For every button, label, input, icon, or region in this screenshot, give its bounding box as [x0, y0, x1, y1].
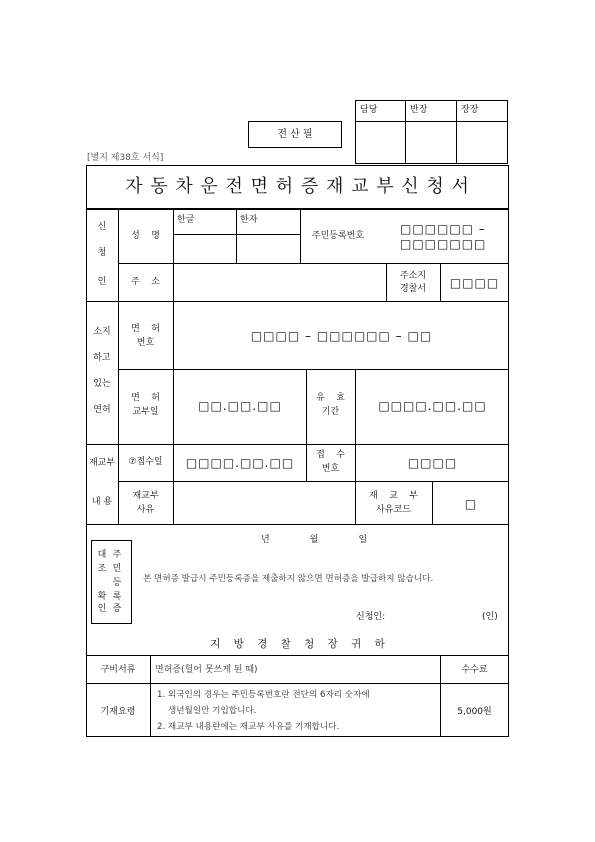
id-submission-notice: 본 면허증 발급시 주민등록증을 제출하지 않으면 면허증을 발급하지 않습니다.: [143, 574, 434, 584]
instruction-line-1: 1. 외국인의 경우는 주민등록번호란 전단의 6자리 숫자에: [157, 690, 370, 700]
rrn-label: 주민등록번호: [311, 231, 365, 241]
license-section-label-4: 면허: [93, 405, 111, 415]
hanja-label: 한자: [240, 215, 258, 225]
fee-label: 수수료: [461, 665, 488, 675]
form-title: 자 동 차 운 전 면 허 증 재 교 부 신 청 서: [125, 176, 470, 197]
reason-code-label-1: 재 교 부: [369, 491, 418, 501]
reissue-reason-label-1: 재교부: [132, 491, 159, 501]
applicant-section-label-2: 청: [97, 248, 107, 258]
id-check-col2-4: 록: [112, 592, 122, 602]
id-check-col2-5: 증: [112, 604, 122, 614]
instruction-line-3: 2. 재교부 내용란에는 재교부 사유를 기재합니다.: [157, 722, 340, 732]
form-number: [별지 제38호 서식]: [87, 153, 164, 163]
approval-sign-2[interactable]: [406, 122, 456, 163]
fee-value: 5,000원: [457, 707, 492, 717]
instruction-line-2: 생년월일만 기입합니다.: [157, 706, 257, 716]
license-section-label-3: 있는: [93, 379, 111, 389]
receipt-number-label-1: 접 수: [316, 450, 345, 460]
rrn-boxes-line2[interactable]: □□□□□□□: [400, 237, 487, 251]
applicant-seal[interactable]: (인): [482, 612, 498, 622]
id-check-col2-1: 주: [112, 550, 122, 560]
reissue-section-label-1: 재교부: [88, 458, 116, 468]
id-check-col1-5: 인: [97, 604, 107, 614]
reason-code-label-2: 사유코드: [376, 505, 411, 515]
receipt-number-boxes[interactable]: □□□□: [407, 456, 458, 470]
id-check-col1-1: 대: [97, 550, 107, 560]
approval-header-3: 장장: [461, 105, 479, 115]
reissue-section-label-2: 내 용: [91, 497, 113, 507]
reissue-reason-field[interactable]: [174, 482, 355, 524]
required-docs-value: 면허증(헐어 못쓰게 된 때): [155, 665, 258, 675]
license-issue-label-2: 교부일: [132, 407, 159, 417]
reissue-reason-label-2: 사유: [136, 505, 155, 515]
license-number-boxes[interactable]: □□□□ – □□□□□□ – □□: [250, 329, 433, 343]
name-label: 성 명: [131, 231, 160, 241]
required-docs-label: 구비서류: [100, 665, 136, 675]
hangul-label: 한글: [177, 215, 195, 225]
receipt-number-label-2: 번호: [321, 464, 340, 474]
application-date-line[interactable]: 년 월 일: [261, 535, 368, 545]
id-check-col1-2: 조: [97, 564, 107, 574]
license-number-label-2: 번호: [136, 338, 155, 348]
hangul-name-field[interactable]: [174, 235, 236, 263]
id-check-col1-4: 확: [97, 592, 107, 602]
applicant-signature-label: 신청인:: [356, 612, 386, 622]
receipt-date-label: ⑦접수일: [128, 457, 163, 467]
approval-header-1: 담당: [360, 105, 378, 115]
receipt-date-boxes[interactable]: □□□□.□□.□□: [185, 456, 295, 470]
license-section-label-2: 하고: [93, 353, 111, 363]
approval-header-2: 반장: [410, 105, 428, 115]
approval-sign-1[interactable]: [356, 122, 405, 163]
police-station-label-1: 주소지: [399, 271, 427, 281]
applicant-section-label-1: 신: [97, 222, 107, 232]
reason-code-box[interactable]: □: [464, 497, 478, 511]
rrn-boxes-line1[interactable]: □□□□□□ –: [400, 222, 486, 236]
id-check-col2-2: 민: [112, 564, 122, 574]
hanja-name-field[interactable]: [237, 235, 300, 263]
police-station-boxes[interactable]: □□□□: [449, 276, 500, 290]
applicant-section-label-3: 인: [97, 277, 107, 287]
address-field[interactable]: [174, 264, 386, 301]
license-valid-boxes[interactable]: □□□□.□□.□□: [378, 399, 487, 413]
addressee: 지 방 경 찰 청 장 귀 하: [210, 638, 385, 650]
police-station-label-2: 경찰서: [399, 284, 427, 294]
license-issue-label-1: 면 허: [131, 393, 160, 403]
instructions-label: 기재요령: [100, 707, 136, 717]
computed-stamp-label: 전 산 필: [277, 129, 313, 140]
approval-sign-3[interactable]: [457, 122, 507, 163]
license-valid-label-2: 기간: [321, 407, 340, 417]
license-section-label-1: 소지: [93, 327, 111, 337]
id-check-col2-3: 등: [112, 578, 122, 588]
address-label: 주 소: [131, 277, 160, 287]
license-issue-boxes[interactable]: □□.□□.□□: [198, 399, 282, 413]
license-valid-label-1: 유 효: [316, 393, 345, 403]
license-number-label-1: 면 허: [131, 324, 160, 334]
